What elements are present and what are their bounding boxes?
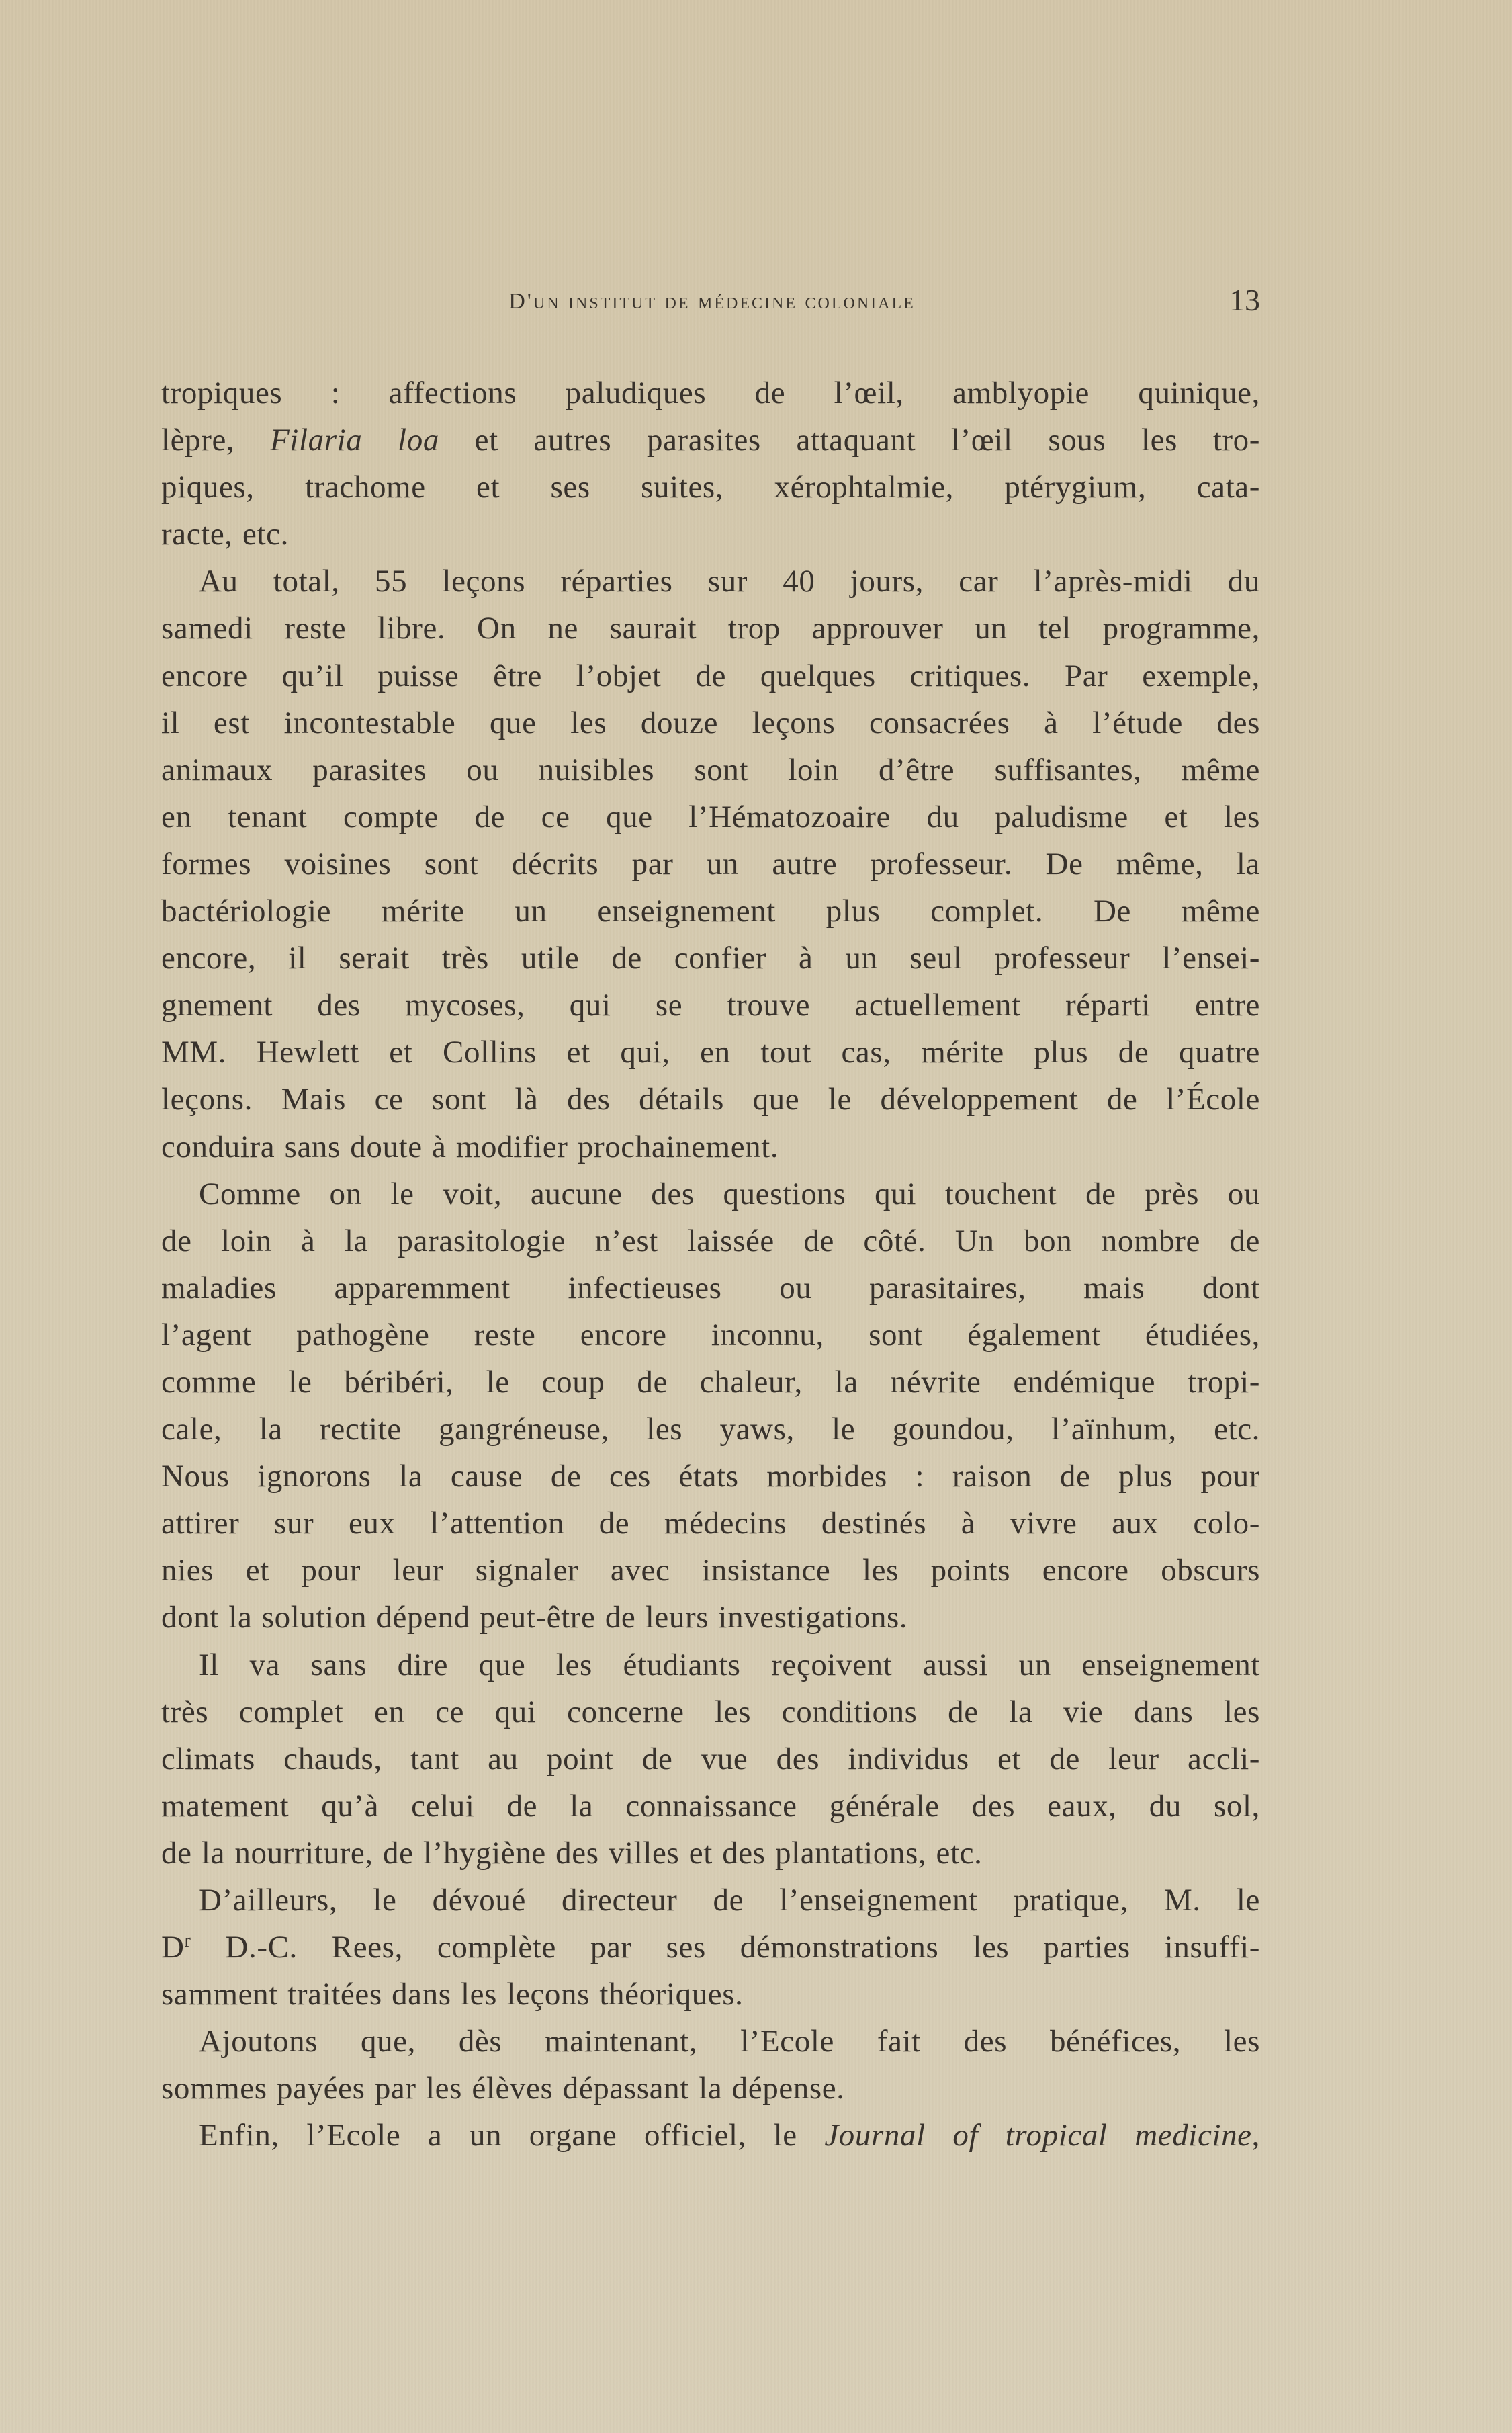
text-line (161, 1123, 1260, 1170)
text-line (161, 2112, 1260, 2159)
text-line (161, 1406, 1260, 1453)
line-text: lèpre, (161, 423, 270, 458)
text-line (161, 746, 1260, 794)
text-line (161, 1218, 1260, 1265)
line-text: piques, trachome et ses suites, xérophtalmie, ptérygium, cata- (161, 470, 1260, 505)
text-line (161, 2018, 1260, 2065)
line-text: attirer sur eux l’attention de médecins destinés à vivre aux colo- (161, 1506, 1260, 1541)
line-text: , (1251, 2118, 1260, 2153)
text-line (161, 699, 1260, 746)
text-line (161, 888, 1260, 935)
text-line (161, 1594, 1260, 1641)
text-line (161, 370, 1260, 417)
line-text: et autres parasites attaquant l’œil sous les tro- (439, 423, 1260, 458)
text-line (161, 652, 1260, 699)
line-text: climats chauds, tant au point de vue des individus et de leur accli- (161, 1741, 1260, 1777)
text-line (161, 1453, 1260, 1500)
line-text: encore, il serait très utile de confier à un seul professeur l’ensei- (161, 941, 1260, 976)
line-text: tropiques : affections paludiques de l’œil, amblyopie quinique, (161, 376, 1260, 411)
text-line (161, 417, 1260, 464)
text-line (161, 1877, 1260, 1924)
text-line (161, 1689, 1260, 1736)
line-text: formes voisines sont décrits par un autre professeur. De même, la (161, 846, 1260, 882)
text-line (161, 1029, 1260, 1076)
line-text: sommes payées par les élèves dépassant la dépense. (161, 2071, 845, 2106)
line-text: bactériologie mérite un enseignement plus complet. De même (161, 894, 1260, 929)
text-line (161, 1265, 1260, 1312)
text-line (161, 1500, 1260, 1547)
running-head (161, 282, 1260, 329)
line-text: D (161, 1930, 185, 1965)
text-line (161, 1830, 1260, 1877)
body-text (161, 370, 1260, 2160)
line-text: Enfin, l’Ecole a un organe officiel, le (199, 2118, 825, 2153)
text-line (161, 1736, 1260, 1783)
line-text: MM. Hewlett et Collins et qui, en tout cas, mérite plus de quatre (161, 1035, 1260, 1070)
text-line (161, 794, 1260, 841)
line-text: D’ailleurs, le dévoué directeur de l’enseignement pratique, M. le (199, 1883, 1260, 1918)
line-text: de loin à la parasitologie n’est laissée de côté. Un bon nombre de (161, 1223, 1260, 1258)
line-text: en tenant compte de ce que l’Hématozoaire du paludisme et les (161, 799, 1260, 835)
line-text: samedi reste libre. On ne saurait trop approuver un tel programme, (161, 611, 1260, 646)
line-text: conduira sans doute à modifier prochainement. (161, 1129, 779, 1164)
line-text: Ajoutons que, dès maintenant, l’Ecole fait des bénéfices, les (199, 2024, 1260, 2059)
text-line (161, 1312, 1260, 1359)
text-line (161, 935, 1260, 982)
text-line (161, 1170, 1260, 1218)
text-line (161, 1359, 1260, 1406)
line-text: racte, etc. (161, 517, 289, 552)
text-line (161, 982, 1260, 1029)
line-text: gnement des mycoses, qui se trouve actuellement réparti entre (161, 988, 1260, 1023)
text-line (161, 464, 1260, 511)
line-text: maladies apparemment infectieuses ou parasitaires, mais dont (161, 1270, 1260, 1306)
text-line (161, 1641, 1260, 1689)
text-line (161, 605, 1260, 652)
text-line (161, 1076, 1260, 1123)
italic-title: Journal of tropical medicine (824, 2118, 1252, 2153)
line-text: Au total, 55 leçons réparties sur 40 jours, car l’après-midi du (199, 564, 1260, 599)
line-text: de la nourriture, de l’hygiène des villes et des plantations, etc. (161, 1835, 983, 1871)
line-text: dont la solution dépend peut-être de leurs investigations. (161, 1600, 908, 1635)
line-text: nies et pour leur signaler avec insistance les points encore obscurs (161, 1553, 1260, 1588)
line-text: Il va sans dire que les étudiants reçoivent aussi un enseignement (199, 1647, 1260, 1682)
line-text: animaux parasites ou nuisibles sont loin d’être suffisantes, même (161, 752, 1260, 787)
text-line (161, 1924, 1260, 1971)
text-line (161, 558, 1260, 605)
line-text: l’agent pathogène reste encore inconnu, sont également étudiées, (161, 1317, 1260, 1353)
line-text: D.-C. Rees, complète par ses démonstrations les parties insuffi- (191, 1930, 1260, 1965)
line-text: comme le béribéri, le coup de chaleur, la névrite endémique tropi- (161, 1364, 1260, 1400)
page-number: 13 (1229, 283, 1260, 317)
line-text: cale, la rectite gangréneuse, les yaws, le goundou, l’aïnhum, etc. (161, 1412, 1260, 1447)
text-line (161, 1971, 1260, 2018)
text-line (161, 511, 1260, 558)
line-text: il est incontestable que les douze leçons consacrées à l’étude des (161, 705, 1260, 740)
text-line (161, 1547, 1260, 1594)
line-text: leçons. Mais ce sont là des détails que le développement de l’École (161, 1082, 1260, 1117)
line-text: matement qu’à celui de la connaissance générale des eaux, du sol, (161, 1788, 1260, 1824)
italic-title: Filaria loa (269, 423, 439, 458)
line-text: Nous ignorons la cause de ces états morbides : raison de plus pour (161, 1459, 1260, 1494)
text-line (161, 841, 1260, 888)
running-title: D'un institut de médecine coloniale (508, 289, 916, 314)
line-text: samment traitées dans les leçons théoriques. (161, 1977, 744, 2012)
line-text: très complet en ce qui concerne les conditions de la vie dans les (161, 1694, 1260, 1730)
text-line (161, 2065, 1260, 2112)
line-text: encore qu’il puisse être l’objet de quelques critiques. Par exemple, (161, 658, 1260, 693)
superscript-abbrev: r (184, 1930, 191, 1952)
line-text: Comme on le voit, aucune des questions qui touchent de près ou (199, 1176, 1260, 1211)
text-line (161, 1783, 1260, 1830)
book-page (161, 282, 1260, 2160)
